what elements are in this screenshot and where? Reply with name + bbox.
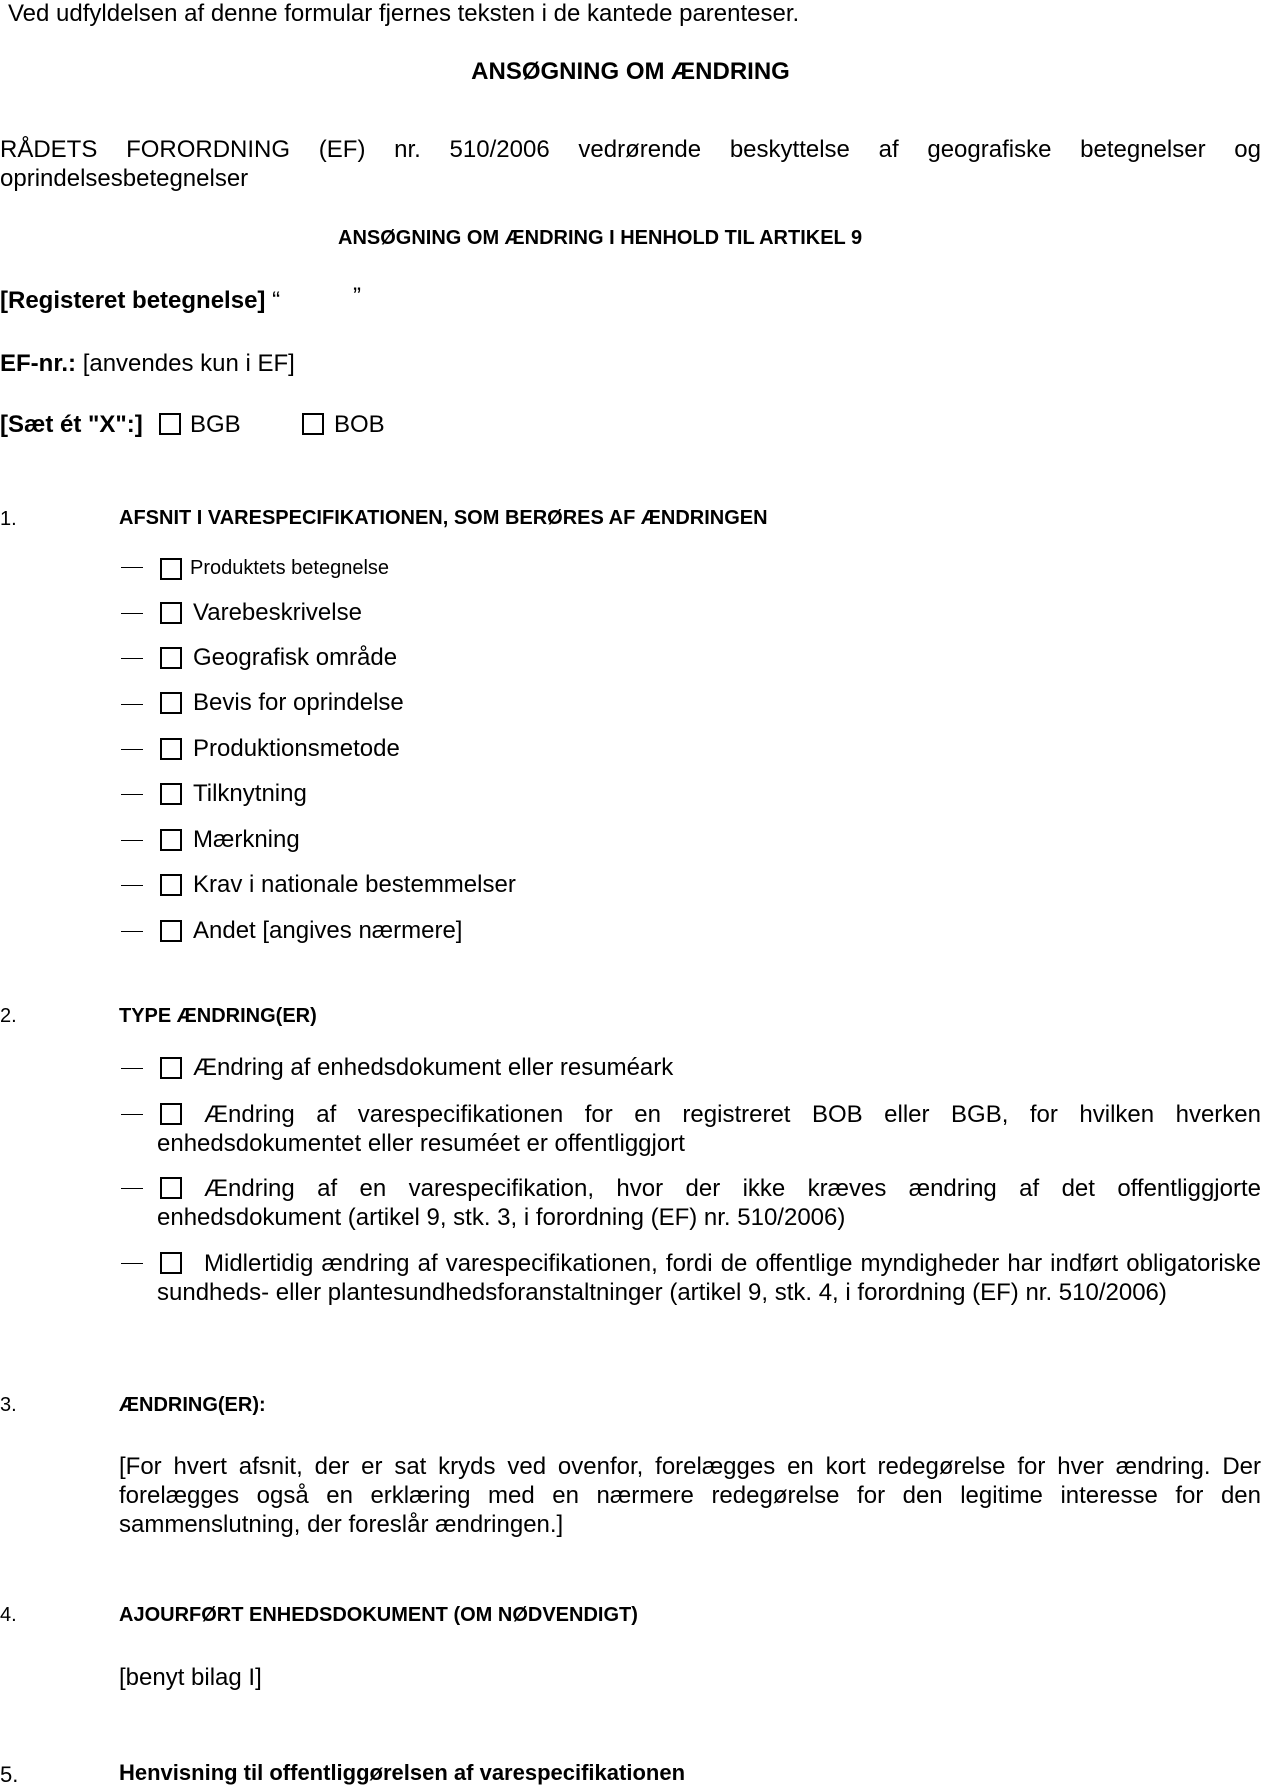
ef-number-value: [anvendes kun i EF] (82, 350, 295, 377)
section2-item-label: Ændring af enhedsdokument eller resuméark (193, 1054, 674, 1081)
section2-item-label: Ændring af varespecifikationen for en registreret BOB eller BGB, for hvilken hverken enhedsdokumentet eller resuméet er offentliggjort (157, 1101, 1261, 1157)
registered-name-open-quote: “ (272, 287, 281, 314)
dash-icon (121, 840, 143, 841)
section3-number: 3. (0, 1394, 17, 1416)
dash-icon (121, 931, 143, 932)
section2-item-label: Ændring af en varespecifikation, hvor der ikke kræves ændring af det offentliggjorte enhedsdokument (artikel 9, stk. 3, i forordning (EF) nr. 510/2006) (157, 1175, 1261, 1231)
registered-name-label: [Registeret betegnelse] (0, 287, 266, 314)
registered-name-close-quote: ” (353, 283, 361, 310)
dash-icon (121, 567, 143, 568)
section1-item-label: Geografisk område (193, 644, 398, 671)
section5-title: Henvisning til offentliggørelsen af varespecifikationen (119, 1760, 686, 1785)
section1-checkbox-bevis-for-oprindelse[interactable] (160, 692, 182, 714)
dash-icon (121, 1263, 143, 1264)
section1-item-label: Tilknytning (193, 780, 307, 807)
dash-icon (121, 1188, 143, 1189)
section3-body: [For hvert afsnit, der er sat kryds ved ovenfor, forelægges en kort redegørelse for hver ændring. Der forelægges også en erklæring med en nærmere redegørelse for den legitime interesse for den sammenslutning, der foreslår ændringen.] (119, 1453, 1261, 1538)
dash-icon (121, 613, 143, 614)
section1-checkbox-krav-i-nationale-bestemmelser[interactable] (160, 874, 182, 896)
bgb-label: BGB (190, 411, 241, 438)
dash-icon (121, 658, 143, 659)
form-instruction: Ved udfyldelsen af denne formular fjernes teksten i de kantede parenteser. (8, 0, 800, 27)
dash-icon (121, 885, 143, 886)
ef-number-row: EF-nr.: [anvendes kun i EF] (0, 350, 295, 377)
section4-number: 4. (0, 1604, 17, 1626)
section4-body: [benyt bilag I] (119, 1664, 262, 1691)
form-title: ANSØGNING OM ÆNDRING (471, 58, 790, 85)
section1-item-label: Mærkning (193, 826, 300, 853)
section5-number: 5. (0, 1762, 19, 1787)
section1-checkbox-tilknytning[interactable] (160, 783, 182, 805)
section1-item-label: Varebeskrivelse (193, 599, 362, 626)
dash-icon (121, 704, 143, 705)
section1-checkbox-geografisk-omrade[interactable] (160, 647, 182, 669)
section4-title: AJOURFØRT ENHEDSDOKUMENT (OM NØDVENDIGT) (119, 1604, 638, 1626)
section1-checkbox-varebeskrivelse[interactable] (160, 602, 182, 624)
section2-number: 2. (0, 1005, 17, 1027)
section2-item-label: Midlertidig ændring af varespecifikationen, fordi de offentlige myndigheder har indført obligatoriske sundheds- eller plantesundhedsforanstaltninger (artikel 9, stk. 4, i forordning (EF) nr. 510/2006) (157, 1250, 1261, 1306)
mark-choice-label: [Sæt ét "X":] (0, 411, 143, 438)
section1-item-label: Produktets betegnelse (190, 557, 390, 579)
form-subtitle: ANSØGNING OM ÆNDRING I HENHOLD TIL ARTIKEL 9 (338, 227, 863, 249)
section2-title: TYPE ÆNDRING(ER) (119, 1005, 317, 1027)
bob-checkbox[interactable] (302, 413, 324, 435)
section1-checkbox-produktets-betegnelse[interactable] (160, 558, 182, 580)
section1-title: AFSNIT I VARESPECIFIKATIONEN, SOM BERØRES AF ÆNDRINGEN (119, 507, 768, 529)
dash-icon (121, 749, 143, 750)
section1-checkbox-andet[interactable] (160, 920, 182, 942)
section1-checkbox-maerkning[interactable] (160, 829, 182, 851)
dash-icon (121, 1114, 143, 1115)
dash-icon (121, 1068, 143, 1069)
section1-number: 1. (0, 508, 17, 530)
section2-checkbox-1[interactable] (160, 1057, 182, 1079)
section1-item-label: Krav i nationale bestemmelser (193, 871, 516, 898)
section1-item-label: Bevis for oprindelse (193, 689, 404, 716)
section1-item-label: Produktionsmetode (193, 735, 400, 762)
section1-checkbox-produktionsmetode[interactable] (160, 738, 182, 760)
bgb-checkbox[interactable] (159, 413, 181, 435)
regulation-reference: RÅDETS FORORDNING (EF) nr. 510/2006 vedrørende beskyttelse af geografiske betegnelser og oprindelsesbetegnelser (0, 136, 1261, 192)
ef-number-label: EF-nr. (0, 350, 69, 377)
dash-icon (121, 794, 143, 795)
section1-item-label: Andet [angives nærmere] (193, 917, 463, 944)
registered-name-row (0, 287, 280, 315)
section3-title: ÆNDRING(ER): (119, 1394, 266, 1416)
bob-label: BOB (334, 411, 385, 438)
